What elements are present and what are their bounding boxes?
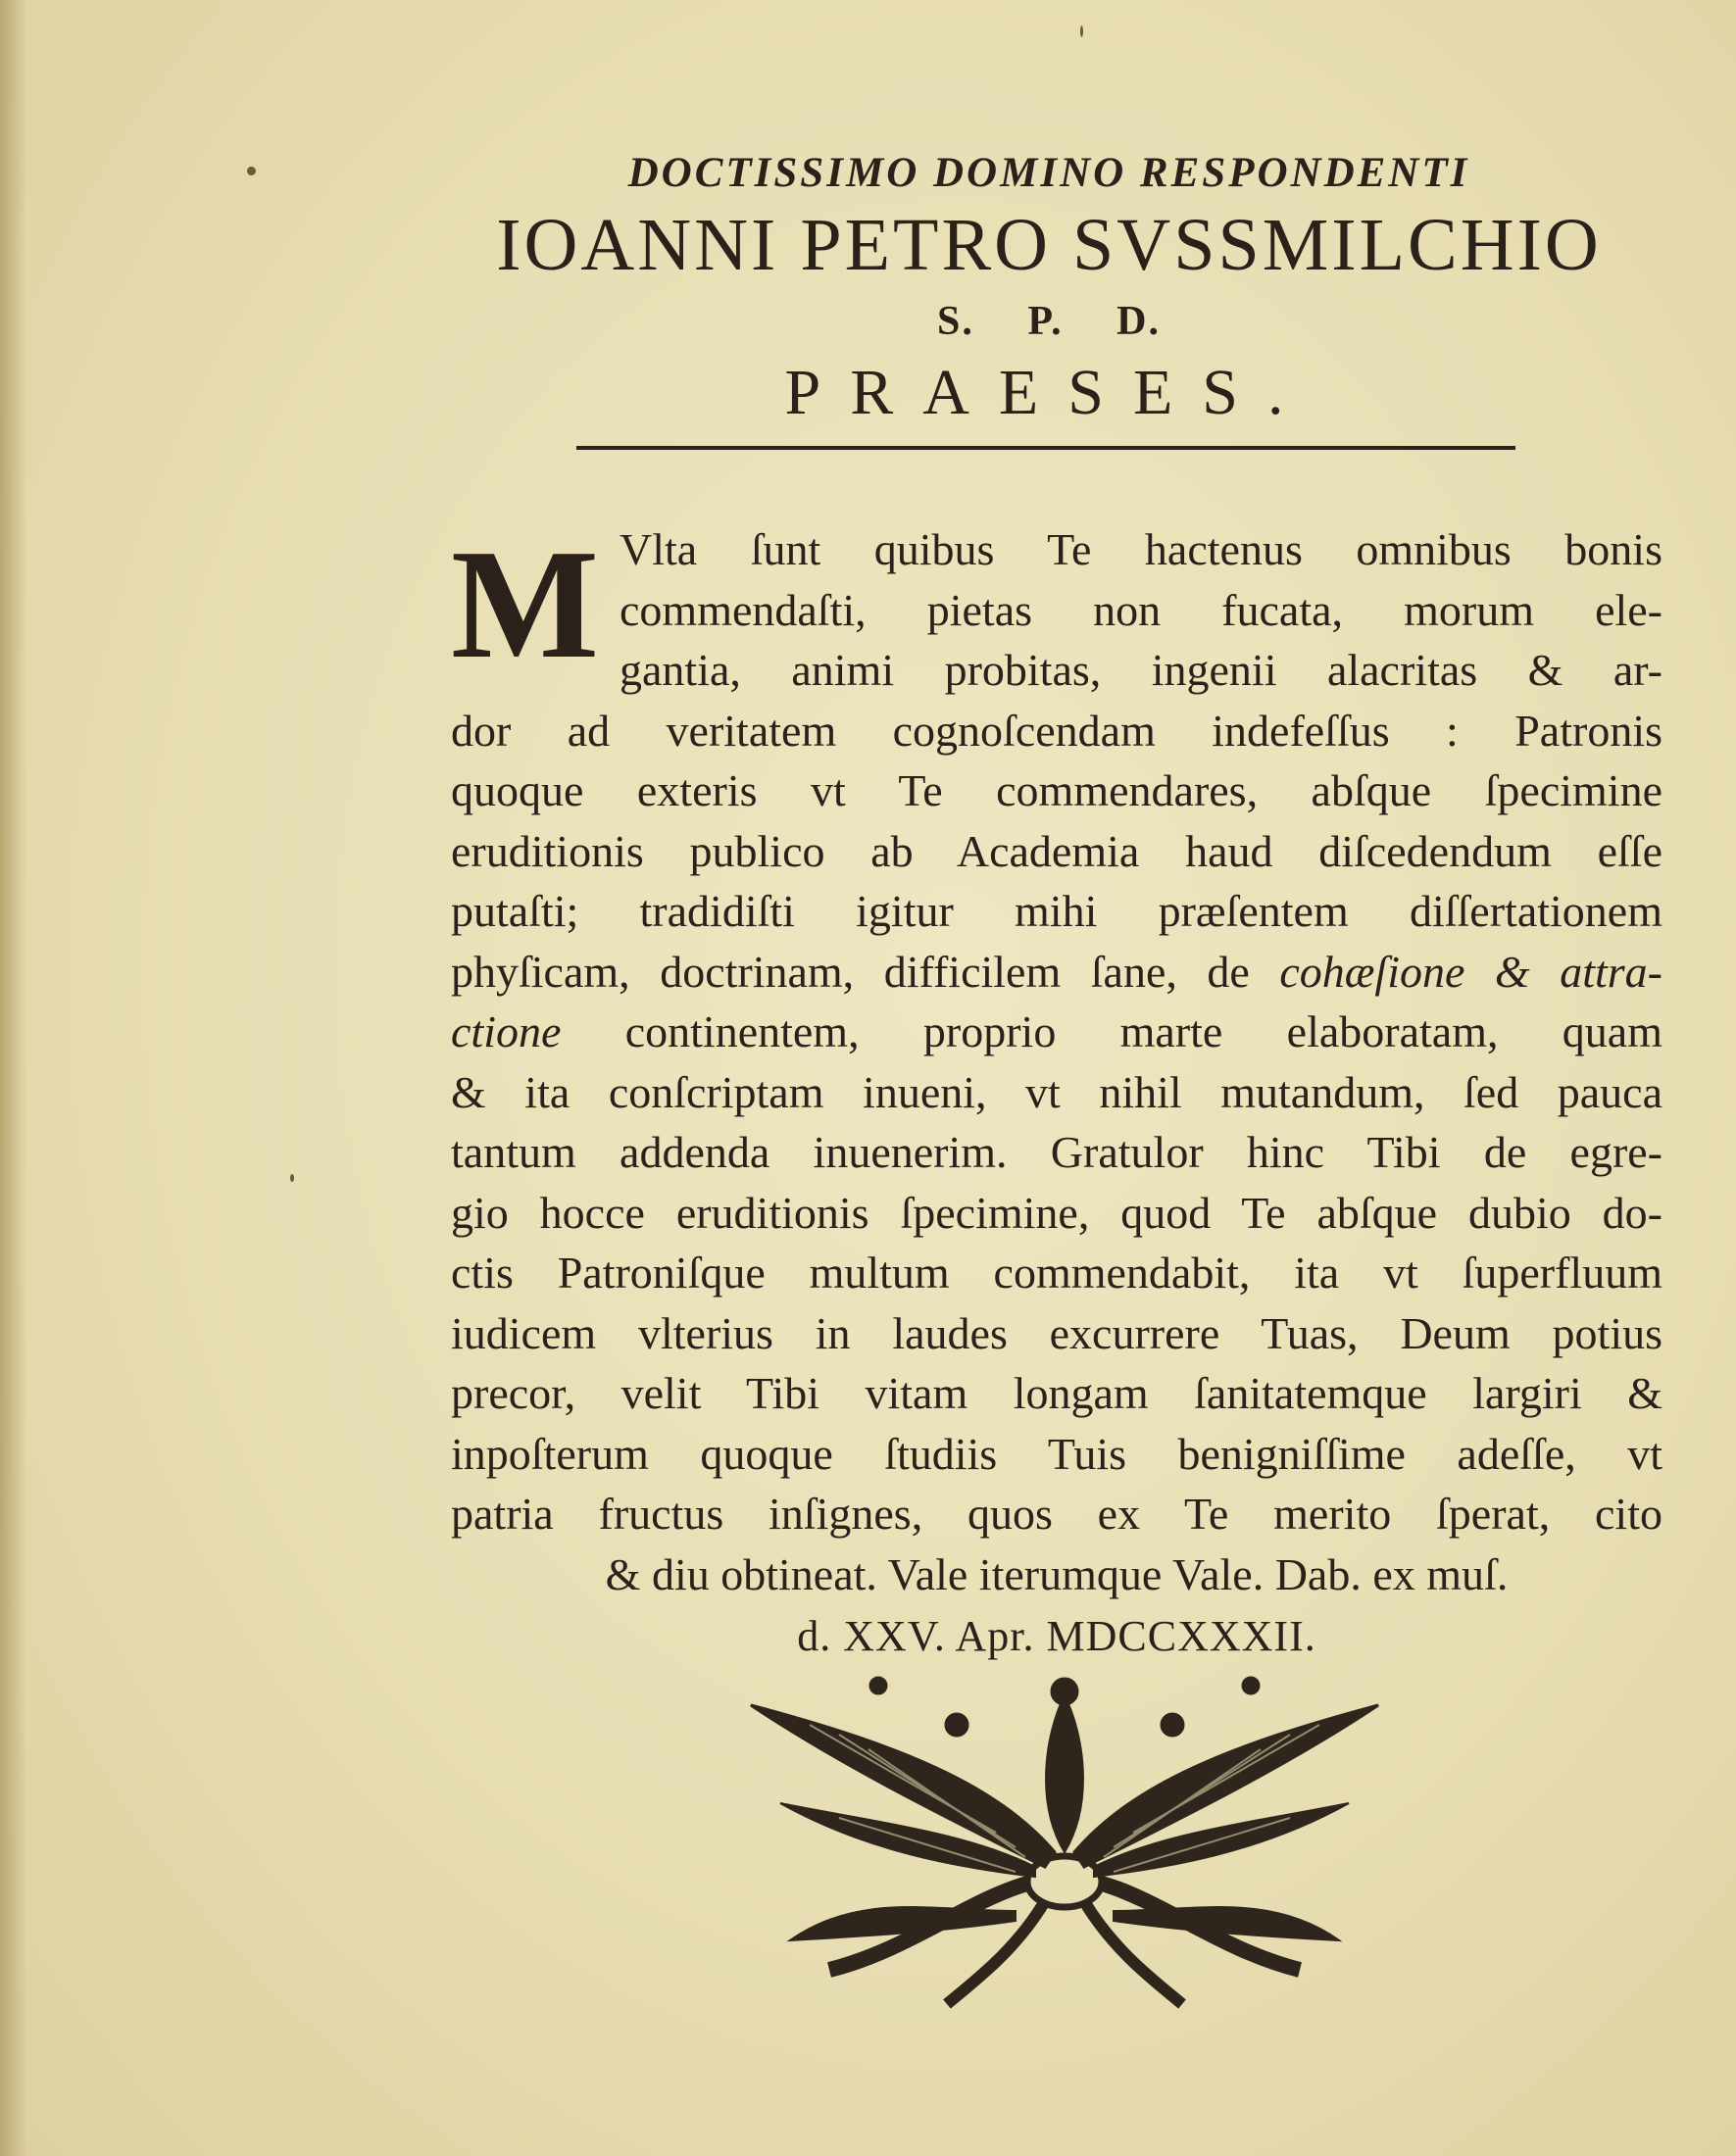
text-line: iudicem vlterius in laudes excurrere Tuas, Deum potius bbox=[451, 1307, 1662, 1358]
paper-spot bbox=[1080, 25, 1083, 37]
text-line: eruditionis publico ab Academia haud diſcedendum eſſe bbox=[451, 825, 1662, 876]
salutation-abbrev: S. P. D. bbox=[937, 299, 1161, 344]
drop-cap: M bbox=[451, 516, 600, 691]
paper-spot bbox=[290, 1174, 294, 1182]
text-segment: phyſicam, doctrinam, difficilem ſane, de bbox=[451, 946, 1250, 997]
italic-phrase: cohæſione & attra- bbox=[1279, 946, 1662, 997]
header-rule bbox=[576, 446, 1515, 450]
text-line: ctis Patroniſque multum commendabit, ita vt ſuperfluum bbox=[451, 1248, 1662, 1298]
page-title: PRAESES. bbox=[784, 357, 1314, 428]
text-line: patria fructus inſignes, quos ex Te merito ſperat, cito bbox=[451, 1489, 1662, 1539]
text-segment: continentem, proprio marte elaboratam, quam bbox=[624, 1006, 1662, 1056]
dedication-line: DOCTISSIMO DOMINO RESPONDENTI bbox=[627, 150, 1470, 196]
text-line: & diu obtineat. Vale iterumque Vale. Dab. ex muſ. bbox=[605, 1548, 1509, 1599]
text-line: Vlta ſunt quibus Te hactenus omnibus bonis bbox=[620, 524, 1662, 574]
text-line bbox=[451, 942, 1662, 1003]
paper-spot bbox=[247, 167, 256, 175]
text-line: precor, velit Tibi vitam longam ſanitatemque largiri & bbox=[451, 1368, 1662, 1418]
text-line: quoque exteris vt Te commendares, abſque ſpecimine bbox=[451, 765, 1662, 815]
page-edge-shadow bbox=[0, 0, 27, 2156]
text-line: gantia, animi probitas, ingenii alacritas & ar- bbox=[620, 645, 1662, 695]
text-line: putaſti; tradidiſti igitur mihi præſentem diſſertationem bbox=[451, 886, 1662, 936]
text-line: commendaſti, pietas non fucata, morum ele- bbox=[620, 584, 1662, 635]
date-line: d. XXV. Apr. MDCCXXXII. bbox=[797, 1612, 1316, 1660]
letter-body bbox=[451, 516, 1662, 1667]
italic-phrase: ctione bbox=[451, 1006, 562, 1056]
text-line: dor ad veritatem cognoſcendam indefeſſus : Patronis bbox=[451, 705, 1662, 756]
text-line: tantum addenda inuenerim. Gratulor hinc Tibi de egre- bbox=[451, 1127, 1662, 1177]
floral-ornament bbox=[721, 1656, 1408, 2019]
text-line: inpoſterum quoque ſtudiis Tuis benigniſſime adeſſe, vt bbox=[451, 1428, 1662, 1479]
text-line: & ita conſcriptam inueni, vt nihil mutandum, ſed pauca bbox=[451, 1066, 1662, 1117]
text-line: gio hocce eruditionis ſpecimine, quod Te abſque dubio do- bbox=[451, 1187, 1662, 1238]
text-line bbox=[451, 1002, 1662, 1062]
recipient-name: IOANNI PETRO SVSSMILCHIO bbox=[496, 204, 1602, 286]
